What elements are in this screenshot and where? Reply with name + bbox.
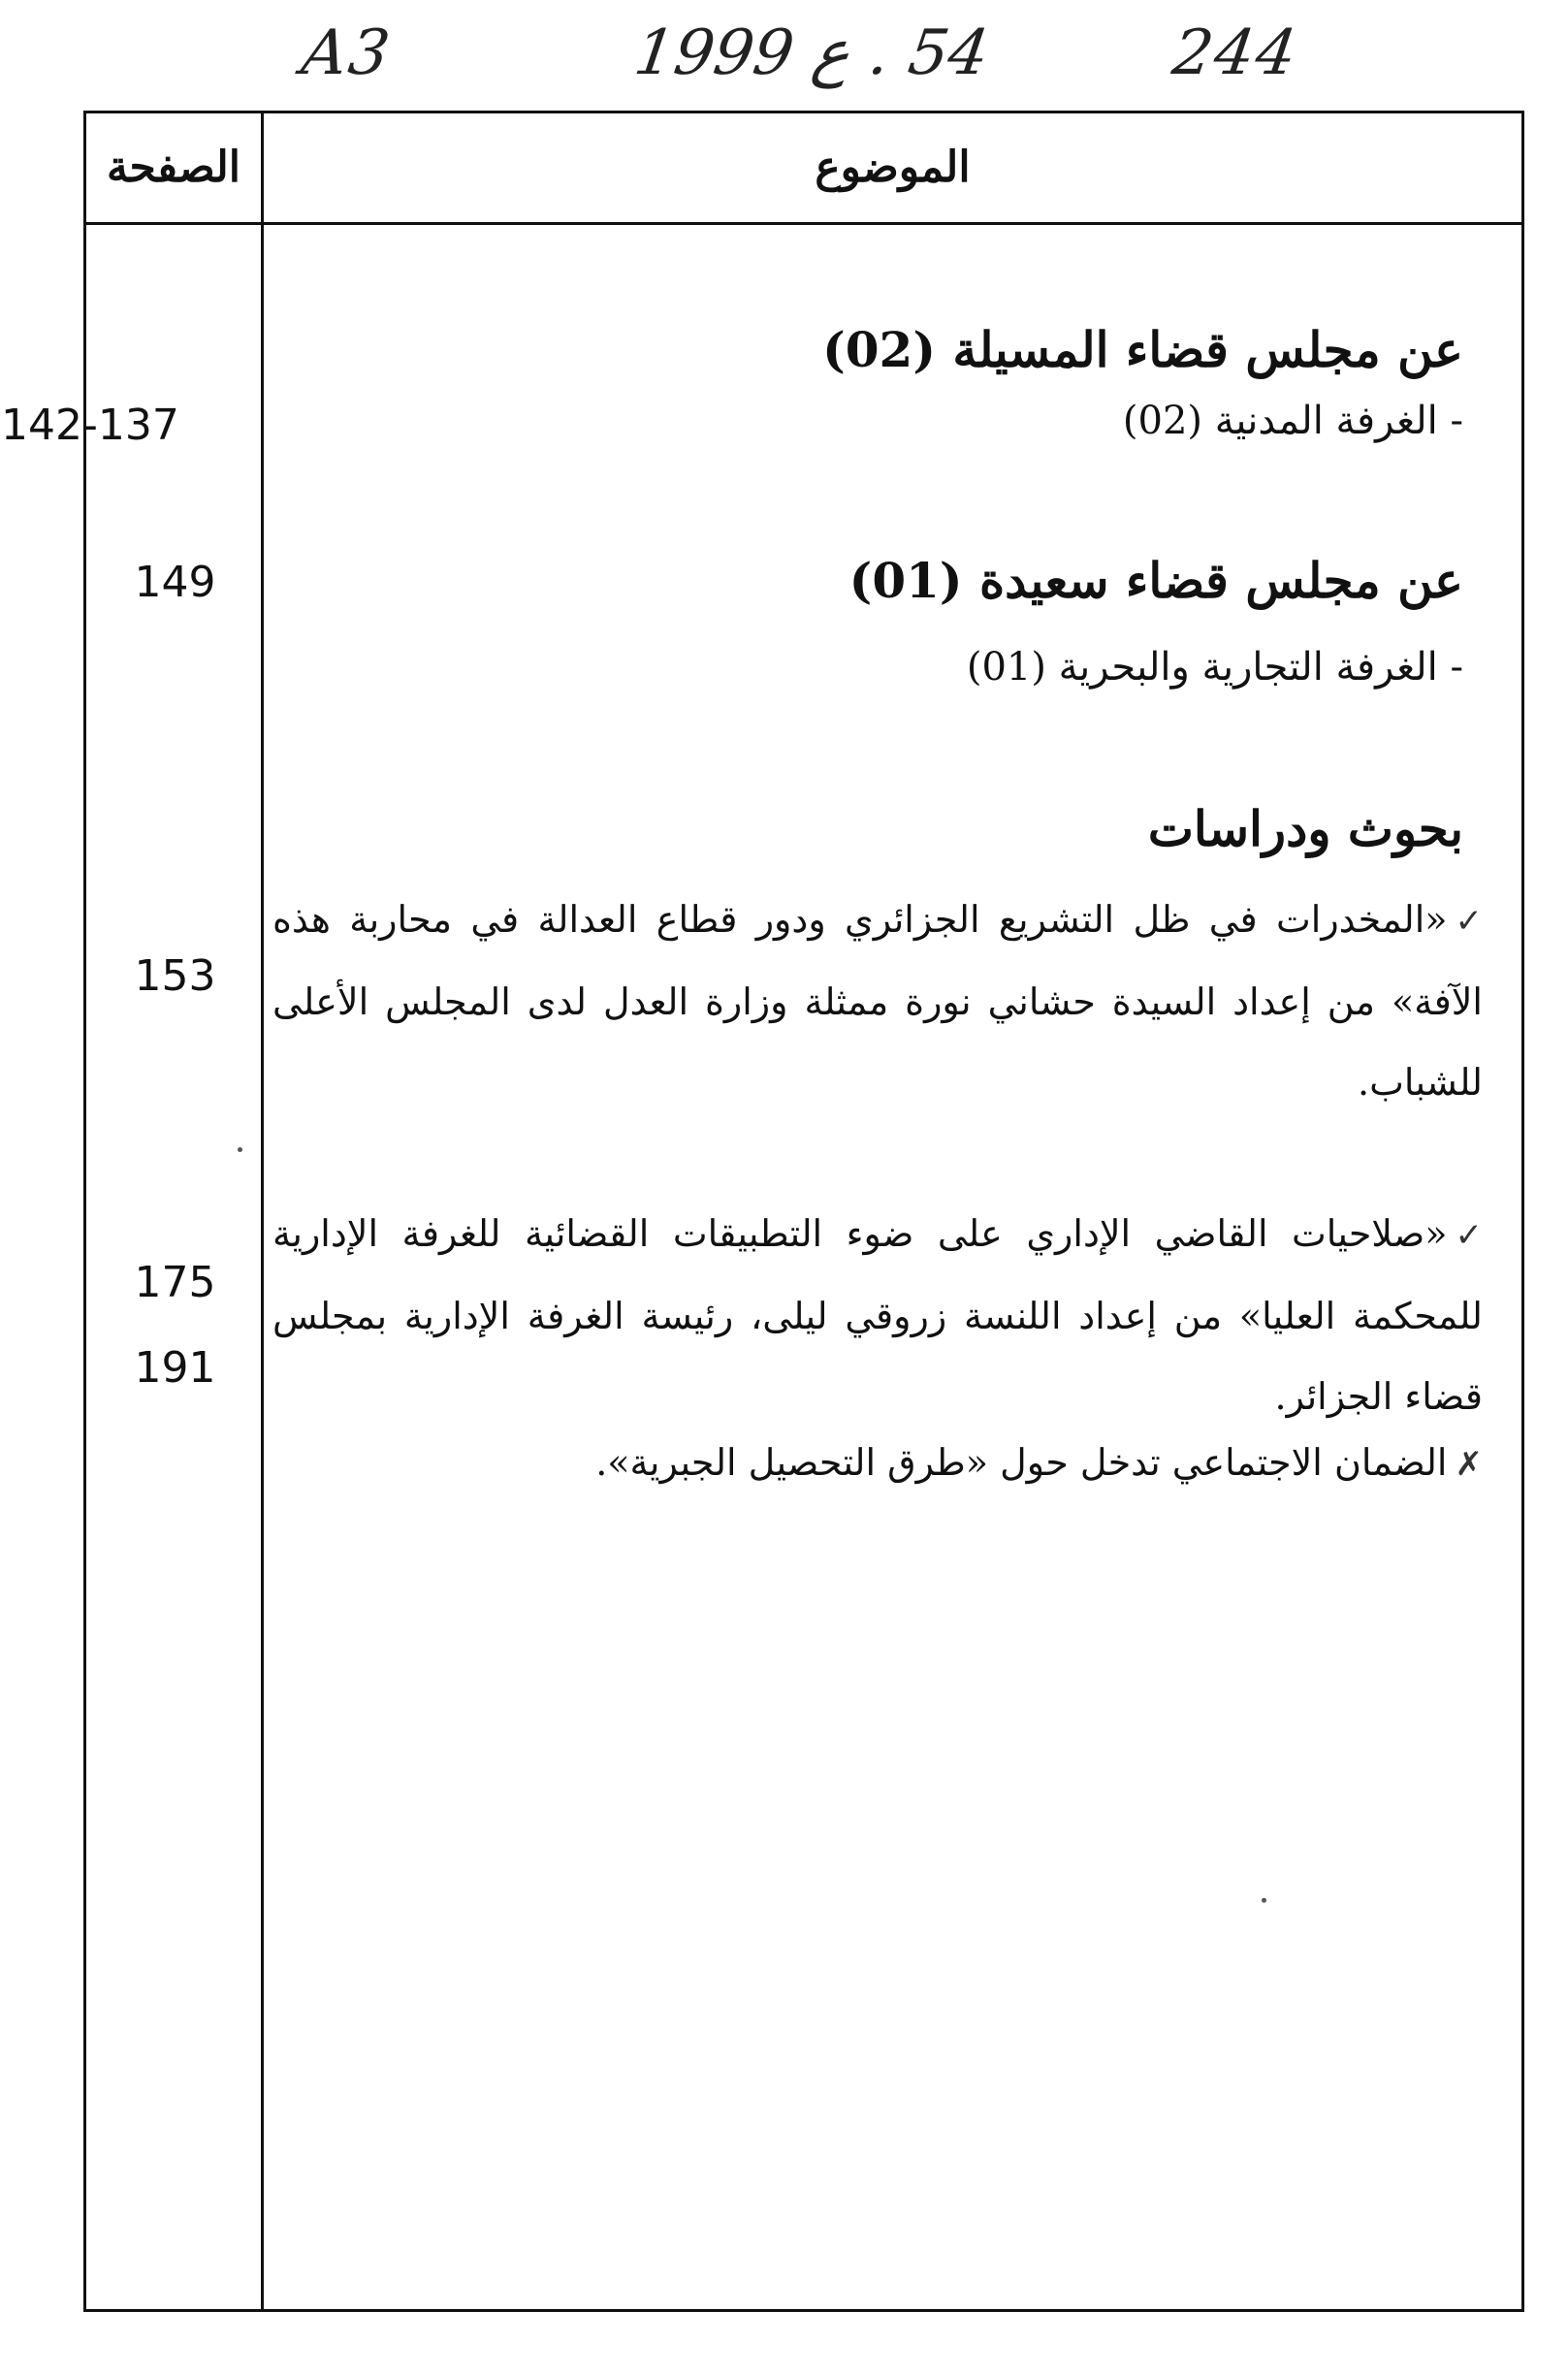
- contents-table: [1, 111, 1524, 2312]
- study-item-admin-judge: [272, 1194, 1483, 1437]
- topic-column-header: الموضوع: [815, 143, 971, 192]
- handwritten-ref-middle: 54 . ع 1999: [629, 17, 994, 89]
- page-number-commercial: 149: [134, 558, 216, 607]
- check-mark-icon: ✓: [1455, 1216, 1483, 1255]
- court-entry-saida: عن مجلس قضاء سعيدة (01): [848, 552, 1463, 609]
- chamber-entry-commercial: - الغرفة التجارية والبحرية (01): [966, 645, 1463, 690]
- header-divider: [86, 222, 1521, 225]
- handwritten-ref-left: A3: [297, 17, 397, 89]
- study-text-admin-judge: «صلاحيات القاضي الإداري على ضوء التطبيقات القضائية للغرفة الإدارية للمحكمة العليا» من إعداد اللنسة زروقي ليلى، رئيسة الغرفة الإدارية بمجلس قضاء الجزائر.: [272, 1212, 1483, 1418]
- study-item-social-security: [272, 1423, 1483, 1505]
- study-item-drugs: [272, 880, 1483, 1123]
- cross-mark-icon: ✗: [1455, 1445, 1483, 1484]
- page-number-admin-judge: 175: [134, 1258, 216, 1307]
- page-number-civil: 142-137: [1, 401, 179, 450]
- page-number-drugs: 153: [134, 951, 216, 1001]
- studies-section-title: بحوث ودراسات: [1147, 800, 1463, 857]
- column-divider: [261, 113, 264, 2309]
- court-entry-msila: عن مجلس قضاء المسيلة (02): [822, 321, 1463, 378]
- page-column-header: الصفحة: [106, 143, 241, 192]
- check-mark-icon: ✓: [1455, 902, 1483, 941]
- chamber-entry-civil: - الغرفة المدنية (02): [1122, 399, 1463, 443]
- scan-speck: [1262, 1898, 1266, 1903]
- page-number-social-security: 191: [134, 1343, 216, 1393]
- handwritten-ref-right: 244: [1168, 17, 1303, 89]
- study-text-drugs: «المخدرات في ظل التشريع الجزائري ودور قطاع العدالة في محاربة هذه الآفة» من إعداد السيدة حشاني نورة ممثلة وزارة العدل لدى المجلس الأعلى للشباب.: [272, 898, 1483, 1104]
- scan-speck: [238, 1147, 242, 1152]
- study-text-social-security: الضمان الاجتماعي تدخل حول «طرق التحصيل الجبرية».: [595, 1441, 1448, 1484]
